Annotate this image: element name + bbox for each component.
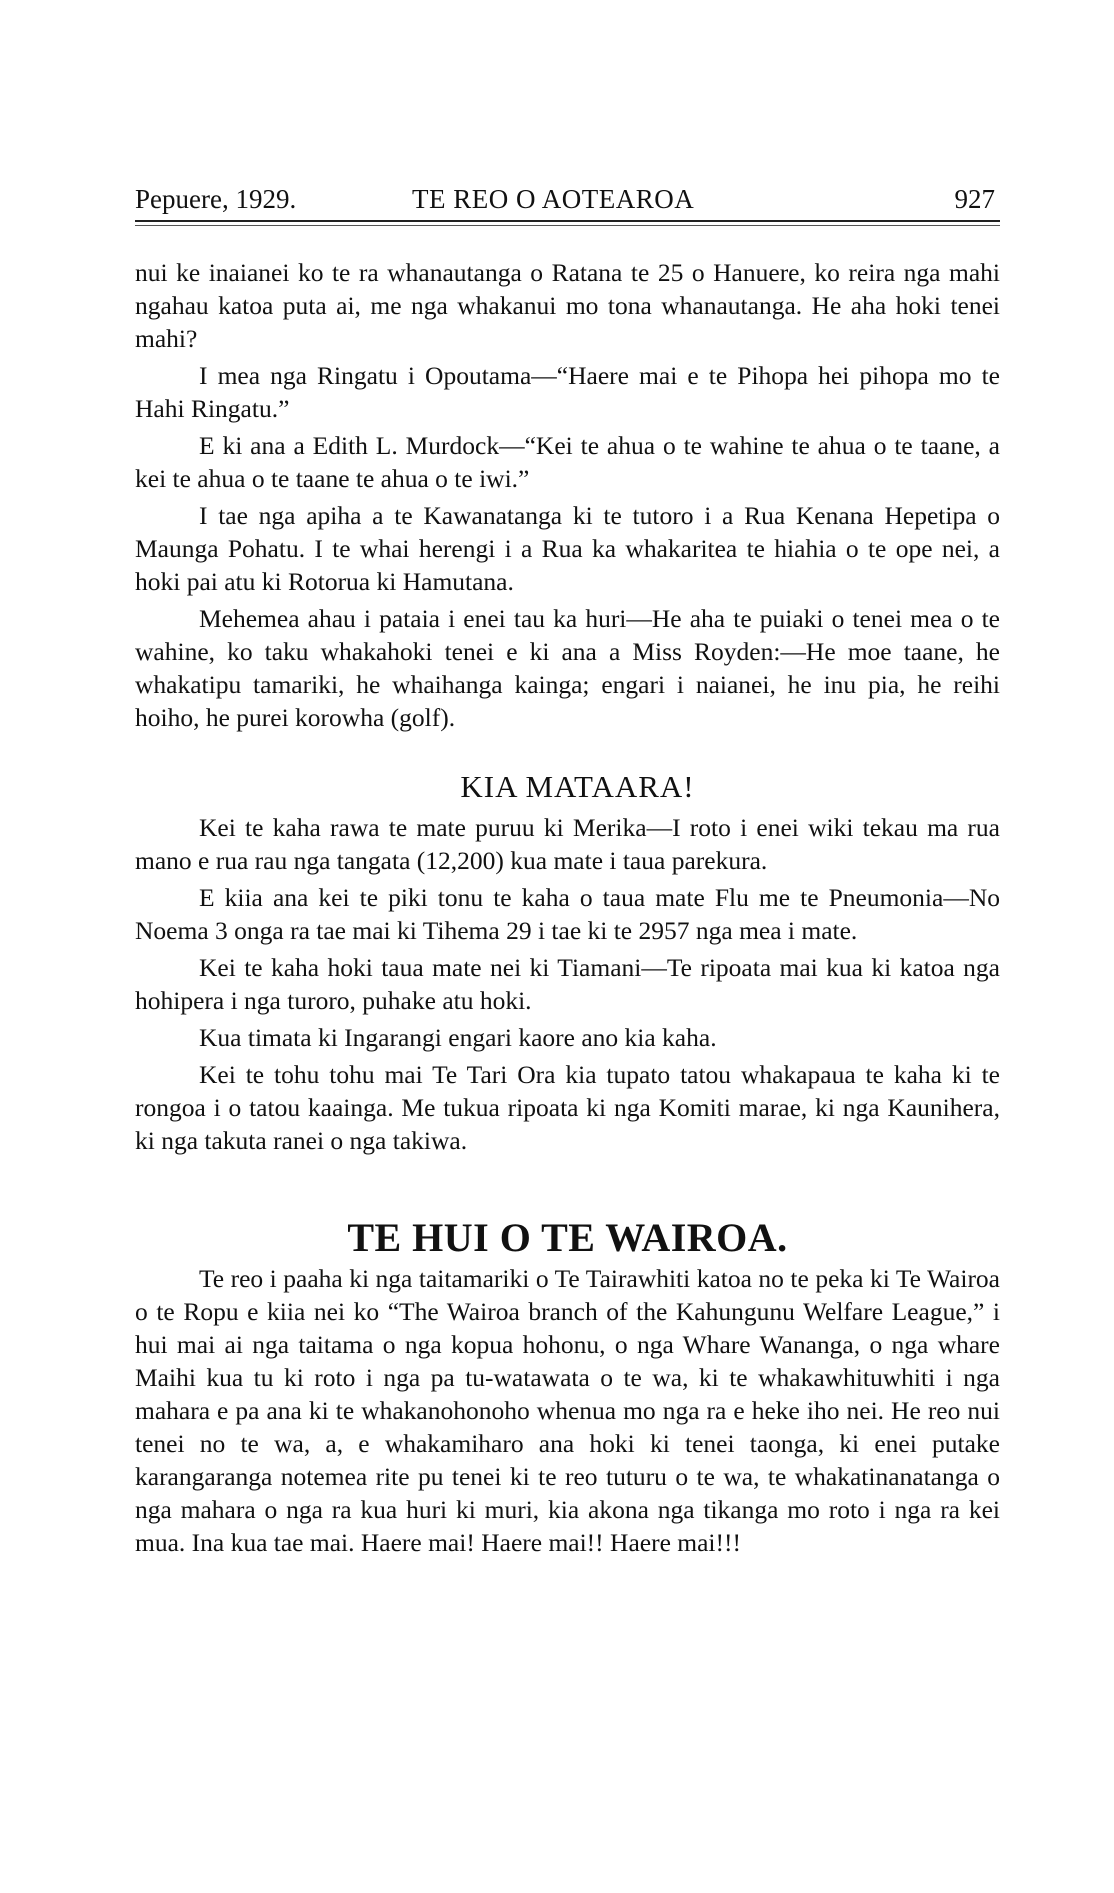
paragraph: Kei te kaha hoki taua mate nei ki Tiamani—Te ripoata mai kua ki katoa nga hohipera i nga turoro, puhake atu hoki. xyxy=(135,953,1000,1015)
section-heading-te-hui-o-te-wairoa: TE HUI O TE WAIROA. xyxy=(347,1215,788,1260)
header-rule-thin xyxy=(135,225,1000,226)
paragraph: Te reo i paaha ki nga taitamariki o Te Tairawhiti katoa no te peka ki Te Wairoa o te Ropu e kiia nei ko “The Wairoa branch of the Kahungunu Welfare League,” i hui mai ai nga taitama o nga kopua hohonu, o nga Whare Wananga, o nga whare Maihi kua tu ki roto i nga pa tu-watawata o te wa, ki te whakawhituwhiti i nga mahara e pa ana ki te whakanohonoho whenua mo nga ra e heke iho nei. He reo nui tenei no te wa, a, e whakamiharo ana hoki ki tenei taonga, ki enei putake karangaranga notemea rite pu tenei ki te reo tuturu o te wa, te whakatinanatanga o nga mahara o nga ra kua huri ki muri, kia akona nga tikanga mo roto i nga ra kei mua. Ina kua tae mai. Haere mai! Haere mai!! Haere mai!!! xyxy=(135,1264,1000,1557)
article-body xyxy=(135,256,1000,1559)
paragraph: nui ke inaianei ko te ra whanautanga o Ratana te 25 o Hanuere, ko reira nga mahi ngahau katoa puta ai, me nga whakanui mo tona whanautanga. He aha hoki tenei mahi? xyxy=(135,258,1000,353)
running-header xyxy=(135,180,1000,220)
paragraph: Mehemea ahau i pataia i enei tau ka huri—He aha te puiaki o tenei mea o te wahine, ko taku whakahoki tenei e ki ana a Miss Royden:—He moe taane, he whakatipu tamariki, he whaihanga kainga; engari i naianei, he inu pia, he reihi hoiho, he purei korowha (golf). xyxy=(135,604,1000,732)
paragraph: E kiia ana kei te piki tonu te kaha o taua mate Flu me te Pneumonia—No Noema 3 onga ra tae mai ki Tihema 29 i tae ki te 2957 nga mea i mate. xyxy=(135,883,1000,945)
section-heading-kia-mataara: KIA MATAARA! xyxy=(460,769,695,804)
paragraph: Kei te kaha rawa te mate puruu ki Merika—I roto i enei wiki tekau ma rua mano e rua rau nga tangata (12,200) kua mate i taua parekura. xyxy=(135,813,1000,875)
header-rule xyxy=(135,220,1000,222)
paragraph: Kua timata ki Ingarangi engari kaore ano kia kaha. xyxy=(199,1023,717,1052)
paragraph: E ki ana a Edith L. Murdock—“Kei te ahua o te wahine te ahua o te taane, a kei te ahua o te taane te ahua o te iwi.” xyxy=(135,431,1000,493)
document-page xyxy=(135,180,1000,1559)
paragraph: I mea nga Ringatu i Opoutama—“Haere mai e te Pihopa hei pihopa mo te Hahi Ringatu.” xyxy=(135,361,1000,423)
paragraph: I tae nga apiha a te Kawanatanga ki te tutoro i a Rua Kenana Hepetipa o Maunga Pohatu. I te whai herengi i a Rua ka whakaritea te hiahia o te ope nei, a hoki pai atu ki Rotorua ki Hamutana. xyxy=(135,501,1000,596)
header-date: Pepuere, 1929. xyxy=(135,184,297,214)
paragraph: Kei te tohu tohu mai Te Tari Ora kia tupato tatou whakapaua te kaha ki te rongoa i o tatou kaainga. Me tukua ripoata ki nga Komiti marae, ki nga Kaunihera, ki nga takuta ranei o nga takiwa. xyxy=(135,1060,1000,1155)
header-title: TE REO O AOTEAROA xyxy=(412,184,695,214)
page-number: 927 xyxy=(954,184,995,214)
